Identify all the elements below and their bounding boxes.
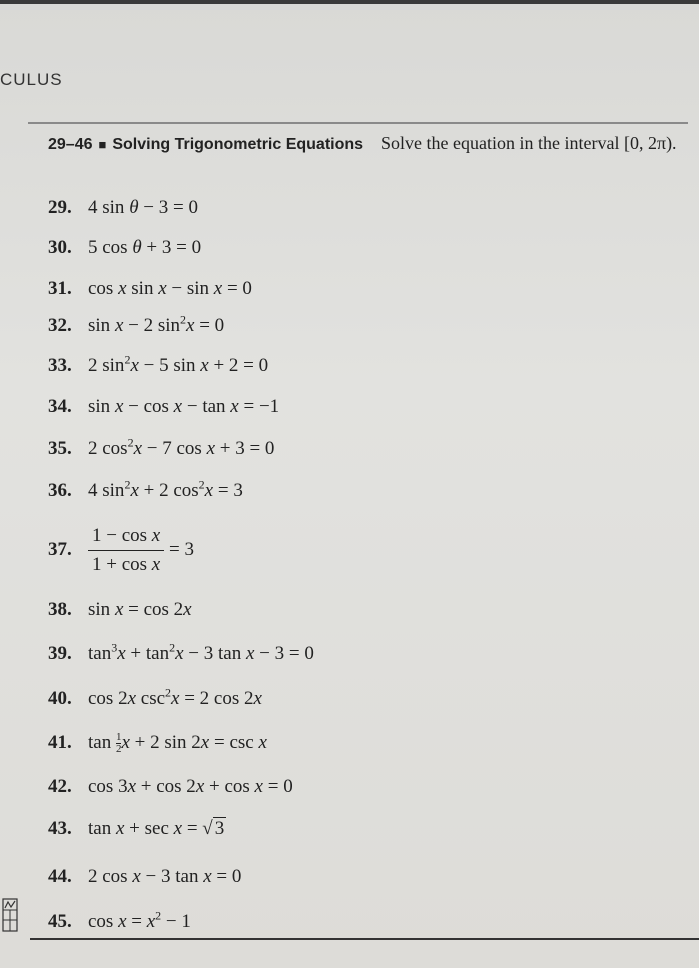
problem-number: 45. — [48, 911, 72, 932]
section-number: 29–46 — [48, 136, 93, 153]
problem-equation: cos 3x + cos 2x + cos x = 0 — [88, 776, 293, 797]
problem-33 — [48, 352, 269, 377]
fraction: $\frac{\text{1 − cos x}}{\text{1 + cos x}}$ — [88, 525, 164, 576]
problem-36 — [48, 477, 243, 502]
problem-30 — [48, 237, 201, 259]
half-fraction: $\frac{1}{2}$ — [115, 731, 122, 756]
problem-equation: $\tan^3x + \tan^2x - 3$ tan x − 3 = 0 — [88, 640, 314, 664]
problem-31 — [48, 278, 252, 300]
problem-number: 40. — [48, 688, 72, 709]
problem-number: 39. — [48, 643, 72, 664]
problem-number: 43. — [48, 818, 72, 839]
problem-equation: 2 cos x − 3 tan x = 0 — [88, 866, 242, 887]
problem-number: 32. — [48, 315, 72, 336]
problem-equation: cos 2x $\csc^2x = 2$ cos 2x — [88, 685, 262, 709]
problem-42 — [48, 776, 293, 798]
problem-number: 29. — [48, 197, 72, 218]
problem-number: 36. — [48, 480, 72, 501]
problem-equation: 5 cos θ + 3 = 0 — [88, 237, 202, 258]
problem-number: 30. — [48, 237, 72, 258]
margin-graph-icon — [2, 898, 18, 932]
problem-number: 41. — [48, 732, 72, 753]
running-head: CULUS — [0, 70, 63, 89]
problem-equation: sin x − cos x − tan x = −1 — [88, 396, 280, 417]
problem-equation: sin x = cos 2x — [88, 599, 192, 620]
problem-32 — [48, 312, 225, 337]
problem-44 — [48, 866, 241, 888]
section-instruction: Solve the equation in the interval [0, 2π). — [381, 133, 677, 153]
problem-equation: 4 $\sin^2x + 2$ $\cos^2x = 3$ — [88, 477, 243, 501]
problem-equation: 2 $\sin^2x - 5$ sin x + 2 = 0 — [88, 352, 269, 376]
problem-number: 38. — [48, 599, 72, 620]
square-root: √ 3 — [202, 818, 225, 839]
problem-40 — [48, 685, 262, 710]
problem-equation: 2 $\cos^2x - 7$ cos x + 3 = 0 — [88, 435, 275, 459]
problem-number: 35. — [48, 438, 72, 459]
problem-equation: tan x + sec x = √ 3 — [88, 818, 225, 839]
problem-29 — [48, 197, 198, 219]
problem-number: 44. — [48, 866, 72, 887]
problem-35 — [48, 435, 275, 460]
problem-number: 42. — [48, 776, 72, 797]
problem-number: 37. — [48, 538, 72, 560]
problem-number: 34. — [48, 396, 72, 417]
problem-34 — [48, 396, 279, 418]
problem-number: 31. — [48, 278, 72, 299]
problem-39 — [48, 640, 314, 665]
section-bullet: ■ — [98, 137, 107, 152]
top-edge-bar — [0, 0, 699, 4]
problem-equation: 4 sin θ − 3 = 0 — [88, 197, 198, 218]
problem-41 — [48, 732, 267, 755]
problem-43 — [48, 818, 226, 840]
problem-equation: tan $\frac{1}{2}$ x + 2 sin 2x = csc x — [88, 731, 267, 756]
problem-38 — [48, 599, 192, 621]
problem-equation: $\frac{\text{1 − cos x}}{\text{1 + cos x}}$ = 3 — [88, 539, 194, 560]
problem-37 — [48, 525, 194, 576]
problem-equation: $\cos x = x^2 - 1$ — [88, 908, 191, 932]
section-title: Solving Trigonometric Equations — [112, 136, 364, 153]
problem-number: 33. — [48, 355, 72, 376]
problem-equation: sin x − 2 $\sin^2x = 0$ — [88, 312, 225, 336]
section-rule — [28, 122, 688, 124]
section-heading — [48, 128, 688, 160]
problem-equation: cos x sin x − sin x = 0 — [88, 278, 252, 299]
bottom-rule — [30, 938, 699, 940]
problem-45 — [48, 908, 191, 933]
